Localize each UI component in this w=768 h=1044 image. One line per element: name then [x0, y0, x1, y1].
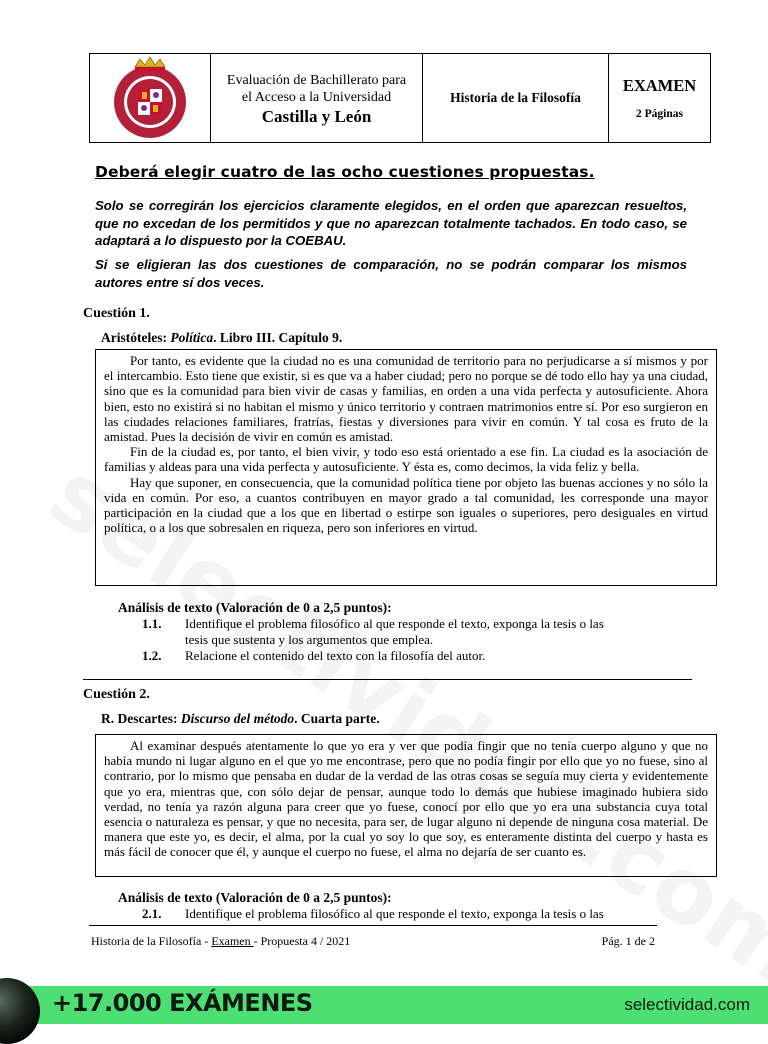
q1-item-1-number: 1.1. — [142, 616, 162, 631]
subject: Historia de la Filosofía — [450, 90, 581, 105]
q1-paragraph: Por tanto, es evidente que la ciudad no es una comunidad de territorio para no perjudicarse a sí mismos y por el intercambio. Esto tiene que existir, si es que va a haber ciudad; pero no porque se dé todo ello hay ya una ciudad, sino que es la comunidad para bien vivir de casas y familias, en orden a una vida perfecta y autosuficiente. Ahora bien, esto no existirá si no habitan el mismo y único territorio y contraen matrimonios entre sí. Por eso surgieron en las ciudades relaciones familiares, fratrías, fiestas y diversiones para vivir en común. Y tal cosa es fruto de la amistad. Pues la decisión de vivir en común es amistad. — [104, 353, 708, 445]
q1-paragraph: Hay que suponer, en consecuencia, que la comunidad política tiene por objeto las buenas acciones y no sólo la vida en común. Por eso, a cuantos contribuyen en mayor grado a tal comunidad, les corresponde una mayor participación en la ciudad que a los que en libertad o estirpe son iguales o superiores, pero desiguales en virtud política, o a los que sobresalen en riqueza, pero son inferiores en virtud. — [104, 474, 708, 536]
q1-item-1-text-a: Identifique el problema filosófico al que responde el texto, exponga la tesis o las — [185, 616, 604, 631]
instruction-2: Si se eligieran las dos cuestiones de comparación, no se podrán comparar los mismos autores entre sí dos veces. — [95, 257, 687, 290]
question-1-source — [101, 330, 342, 346]
promo-banner[interactable] — [0, 986, 768, 1024]
page-count: 2 Páginas — [636, 108, 683, 120]
q2-analysis-heading: Análisis de texto (Valoración de 0 a 2,5 puntos): — [118, 890, 392, 905]
question-1-text — [95, 349, 717, 586]
page-footer — [89, 925, 657, 948]
evaluation-cell — [211, 54, 423, 142]
q1-paragraph: Fin de la ciudad es, por tanto, el bien vivir, y todo eso está orientado a ese fin. La ciudad es la asociación de familias y aldeas para una vida perfecta y autosuficiente. Y ésta es, como decimos, la vida feliz y bella. — [104, 444, 708, 475]
instruction-1: Solo se corregirán los ejercicios claramente elegidos, en el orden que aparezcan resueltos, que no excedan de los permitidos y que no aparezcan totalmente tachados. En todo caso, se adaptará a lo dispuesto por la COEBAU. — [95, 198, 687, 248]
page-title: Deberá elegir cuatro de las ocho cuestiones propuestas. — [95, 163, 595, 181]
q1-item-1 — [142, 616, 662, 647]
banner-exams-count: +17.000 EXÁMENES — [52, 989, 313, 1017]
q1-item-2-text: Relacione el contenido del texto con la filosofía del autor. — [185, 648, 486, 663]
q1-author: Aristóteles: — [101, 330, 171, 345]
q2-item-1-text: Identifique el problema filosófico al que responde el texto, exponga la tesis o las — [185, 906, 604, 921]
q1-chapter: . Libro III. Capítulo 9. — [213, 330, 343, 345]
footer-exam: Examen — [211, 934, 254, 948]
question-1-title: Cuestión 1. — [83, 306, 150, 321]
section-divider — [83, 679, 692, 680]
footer-proposal: - Propuesta 4 / 2021 — [253, 934, 351, 948]
q1-item-2-number: 1.2. — [142, 648, 162, 663]
eval-line2: el Acceso a la Universidad — [241, 89, 392, 105]
q2-work: Discurso del método — [180, 711, 295, 726]
q2-paragraph: Al examinar después atentamente lo que yo era y ver que podía fingir que no tenía cuerpo alguno y que no había mundo ni lugar alguno en el que yo me encontrase, pero que no podía fingir por ello que yo no fuese, sino al contrario, por lo mismo que pensaba en dudar de la verdad de las otras cosas se seguía muy cierta y evidentemente que yo era, mientras que, con sólo dejar de pensar, aunque todo lo demás que hubiese imaginado hubiera sido verdad, no tenía ya razón alguna para creer que yo fuese, conocí por ello que yo era una substancia cuya total esencia o naturaleza es pensar, y que no necesita, para ser, de lugar alguno ni depende de ninguna cosa material. De manera que este yo, es decir, el alma, por la cual yo soy lo que soy, es enteramente distinta del cuerpo y hasta es más fácil de conocer que él, y aunque el cuerpo no fuese, el alma no dejaría de ser cuanto es. — [104, 738, 708, 860]
region: Castilla y León — [261, 106, 372, 126]
q1-item-1-text-b: tesis que sustenta y los argumentos que emplea. — [185, 631, 434, 647]
footer-subject: Historia de la Filosofía - — [91, 934, 212, 948]
question-2-title: Cuestión 2. — [83, 687, 150, 702]
q1-analysis-heading: Análisis de texto (Valoración de 0 a 2,5 puntos): — [118, 600, 392, 615]
exam-header — [89, 53, 711, 143]
question-2-source — [101, 711, 380, 727]
q2-chapter: . Cuarta parte. — [294, 711, 380, 726]
eval-line1: Evaluación de Bachillerato para — [226, 72, 407, 88]
q2-item-1-number: 2.1. — [142, 906, 162, 921]
q1-item-2 — [142, 648, 662, 664]
university-seal-icon — [107, 55, 193, 141]
q1-work: Política — [170, 330, 214, 345]
q2-author: R. Descartes: — [101, 711, 181, 726]
subject-cell — [423, 54, 609, 142]
page-number: Pág. 1 de 2 — [601, 934, 655, 948]
footer-left — [91, 934, 350, 949]
banner-site-link[interactable]: selectividad.com — [624, 995, 750, 1014]
exam-cell — [609, 54, 710, 142]
logo-cell — [90, 54, 211, 142]
question-2-text — [95, 734, 717, 877]
q2-item-1 — [142, 906, 662, 922]
exam-label: EXAMEN — [622, 76, 697, 95]
